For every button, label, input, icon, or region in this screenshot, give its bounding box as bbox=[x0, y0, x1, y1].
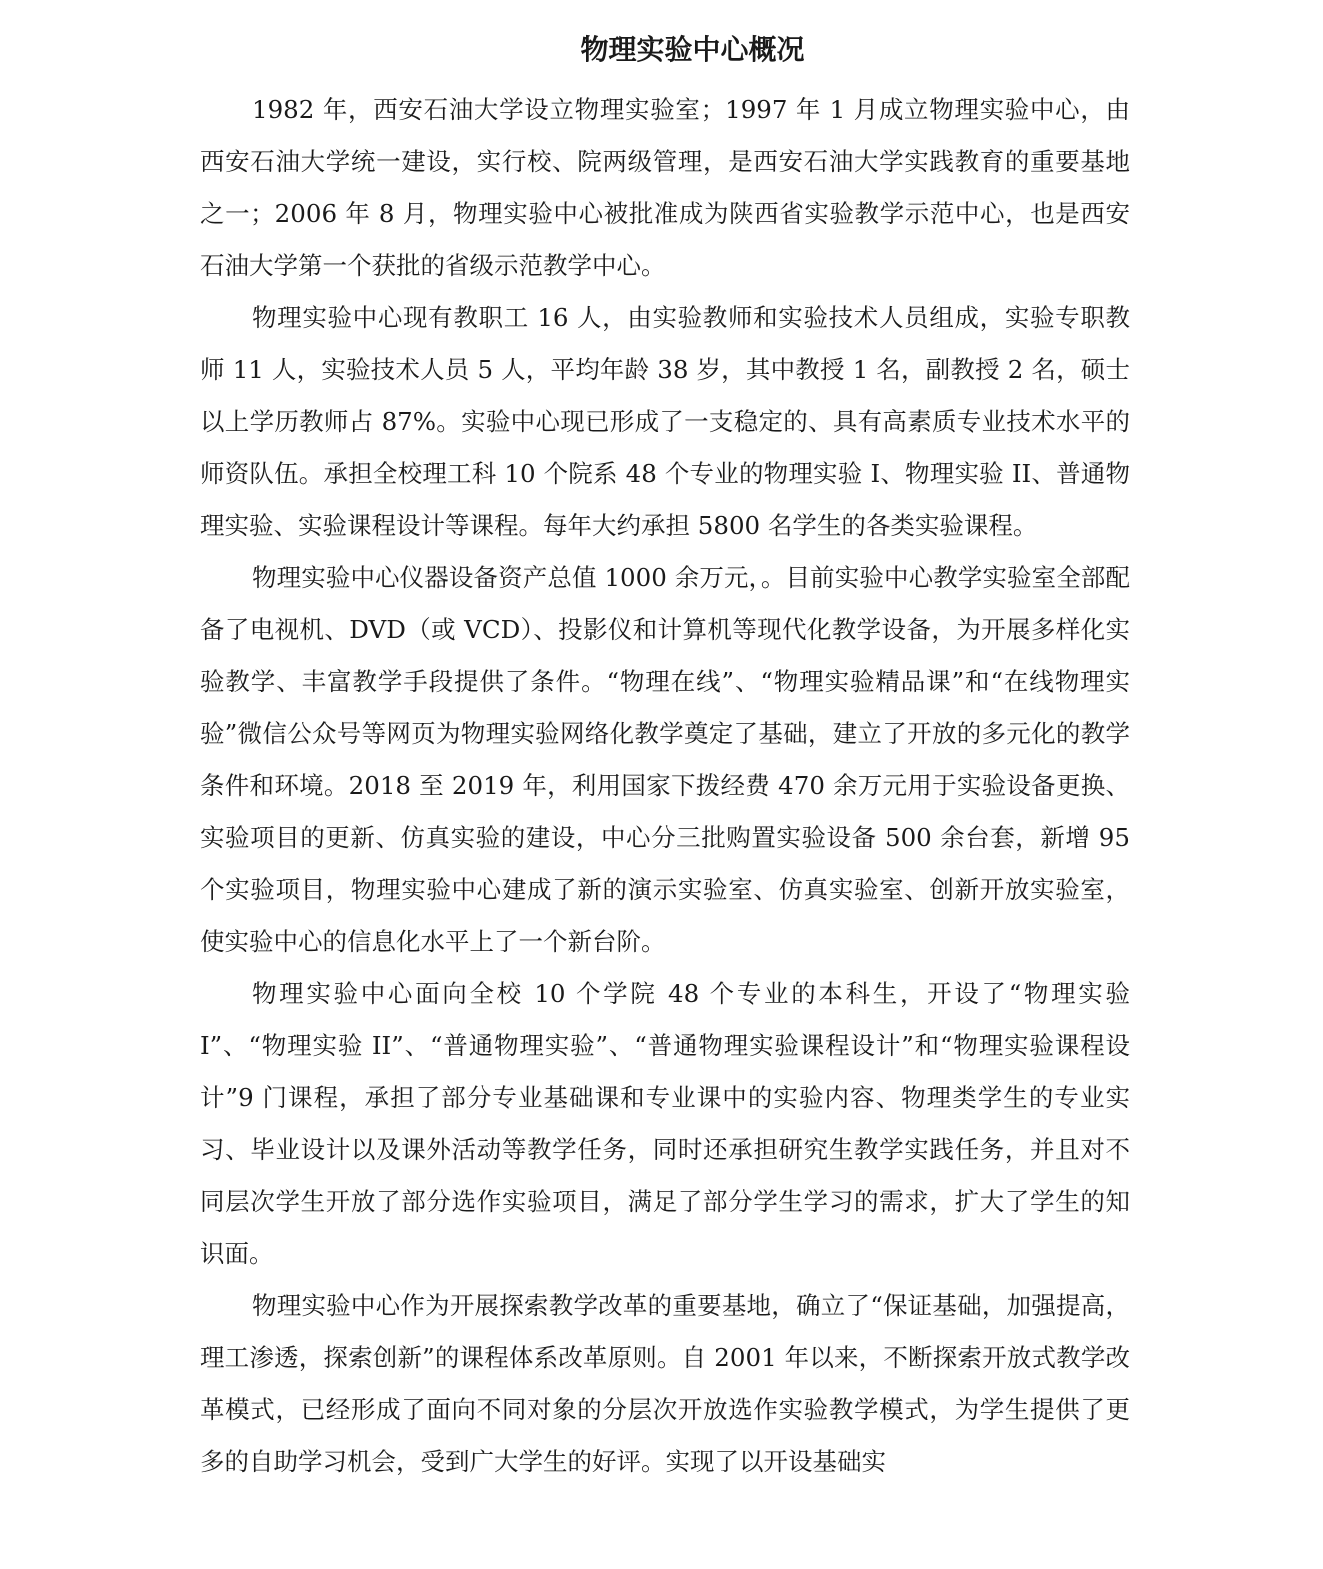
paragraph-equipment: 物理实验中心仪器设备资产总值 1000 余万元，。目前实验中心教学实验室全部配备了电视机、DVD（或 VCD）、投影仪和计算机等现代化教学设备，为开展多样化实验教学、丰富教学手段提供了条件。“物理在线”、“物理实验精品课”和“在线物理实验”微信公众号等网页为物理实验网络化教学奠定了基础，建立了开放的多元化的教学条件和环境。2018 至 2019 年，利用国家下拨经费 470 余万元用于实验设备更换、实验项目的更新、仿真实验的建设，中心分三批购置实验设备 500 余台套，新增 95 个实验项目，物理实验中心建成了新的演示实验室、仿真实验室、创新开放实验室，使实验中心的信息化水平上了一个新台阶。 bbox=[200, 563, 1130, 956]
document-body bbox=[200, 84, 1130, 1488]
paragraph-staff: 物理实验中心现有教职工 16 人，由实验教师和实验技术人员组成，实验专职教师 11 人，实验技术人员 5 人，平均年龄 38 岁，其中教授 1 名，副教授 2 名，硕士以上学历教师占 87%。实验中心现已形成了一支稳定的、具有高素质专业技术水平的师资队伍。承担全校理工科 10 个院系 48 个专业的物理实验 I、物理实验 II、普通物理实验、实验课程设计等课程。每年大约承担 5800 名学生的各类实验课程。 bbox=[200, 303, 1130, 540]
document-title: 物理实验中心概况 bbox=[580, 33, 805, 66]
paragraph-history: 1982 年，西安石油大学设立物理实验室；1997 年 1 月成立物理实验中心，由西安石油大学统一建设，实行校、院两级管理，是西安石油大学实践教育的重要基地之一；2006 年 8 月，物理实验中心被批准成为陕西省实验教学示范中心，也是西安石油大学第一个获批的省级示范教学中心。 bbox=[200, 95, 1130, 280]
paragraph-courses: 物理实验中心面向全校 10 个学院 48 个专业的本科生，开设了“物理实验 I”、“物理实验 II”、“普通物理实验”、“普通物理实验课程设计”和“物理实验课程设计”9 门课程，承担了部分专业基础课和专业课中的实验内容、物理类学生的专业实习、毕业设计以及课外活动等教学任务，同时还承担研究生教学实践任务，并且对不同层次学生开放了部分选作实验项目，满足了部分学生学习的需求，扩大了学生的知识面。 bbox=[200, 979, 1130, 1268]
paragraph-reform: 物理实验中心作为开展探索教学改革的重要基地，确立了“保证基础，加强提高，理工渗透，探索创新”的课程体系改革原则。自 2001 年以来，不断探索开放式教学改革模式，已经形成了面向不同对象的分层次开放选作实验教学模式，为学生提供了更多的自助学习机会，受到广大学生的好评。实现了以开设基础实 bbox=[200, 1291, 1130, 1476]
